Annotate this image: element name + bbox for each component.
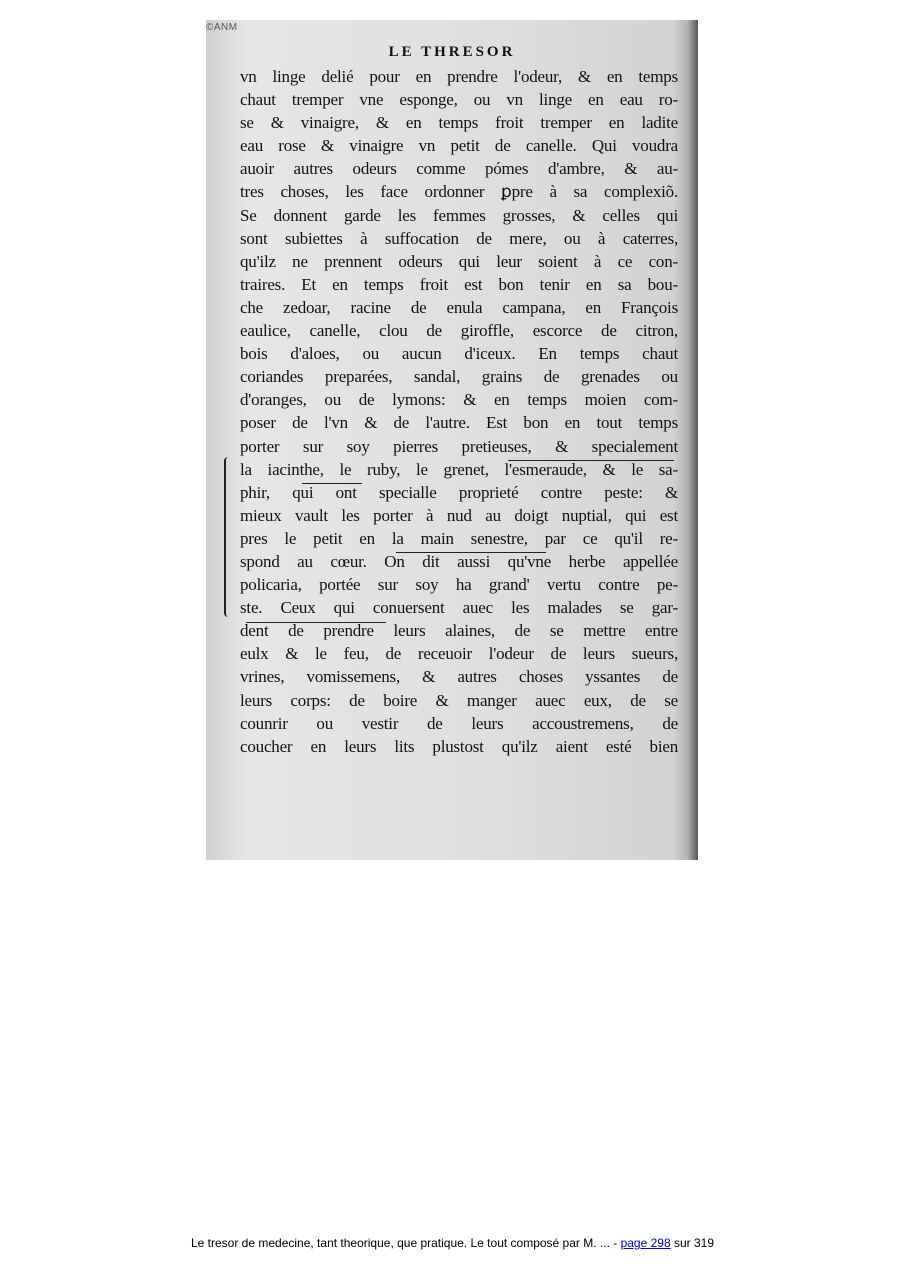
text-line: coucher en leurs lits plustost qu'ilz aient esté bien <box>240 736 678 756</box>
page-edge-shadow <box>688 20 698 860</box>
text-line: eulx & le feu, de receuoir l'odeur de leurs sueurs, <box>240 644 678 664</box>
text-line: porter sur soy pierres pretieuses, & specialement <box>240 436 678 456</box>
text-line: spond au cœur. On dit aussi qu'vne herbe appellée <box>240 551 678 571</box>
text-line: d'oranges, ou de lymons: & en temps moien com- <box>240 390 678 410</box>
text-line: chaut tremper vne esponge, ou vn linge en eau ro- <box>240 90 678 110</box>
text-line: se & vinaigre, & en temps froit tremper en ladite <box>240 113 678 133</box>
text-line: phir, qui ont specialle proprieté contre peste: & <box>240 482 678 502</box>
handwritten-underline <box>396 552 546 553</box>
text-line: poser de l'vn & de l'autre. Est bon en tout temps <box>240 413 678 433</box>
text-line: qu'ilz ne prennent odeurs qui leur soient à ce con- <box>240 251 678 271</box>
page-total: sur 319 <box>670 1236 714 1250</box>
text-line: vn linge delié pour en prendre l'odeur, & en temps <box>240 67 678 86</box>
handwritten-underline <box>302 483 362 484</box>
handwritten-underline <box>508 460 674 461</box>
text-line: policaria, portée sur soy ha grand' vertu contre pe- <box>240 575 678 595</box>
watermark: ©ANM <box>206 22 238 33</box>
footer-caption <box>0 1236 905 1250</box>
text-line: sont subiettes à suffocation de mere, ou à caterres, <box>240 228 678 248</box>
text-line: coriandes preparées, sandal, grains de grenades ou <box>240 367 678 387</box>
text-line: ste. Ceux qui conuersent auec les malades se gar- <box>240 598 678 618</box>
footer-separator: - <box>609 1236 621 1250</box>
text-line: counrir ou vestir de leurs accoustremens, de <box>240 713 678 733</box>
scanned-page <box>206 20 698 860</box>
text-line: pres le petit en la main senestre, par ce qu'il re- <box>240 528 678 548</box>
text-line: la iacinthe, le ruby, le grenet, l'esmeraude, & le sa- <box>240 459 678 479</box>
text-line: tres choses, les face ordonner ꝑpre à sa complexiõ. <box>240 182 678 202</box>
document-title: Le tresor de medecine, tant theorique, que pratique. Le tout composé par M. ... <box>190 1236 610 1250</box>
running-head: LE THRESOR <box>388 44 516 60</box>
text-line: eaulice, canelle, clou de giroffle, escorce de citron, <box>240 321 678 341</box>
margin-bracket-mark <box>224 457 234 617</box>
text-line: vrines, vomissemens, & autres choses yssantes de <box>240 667 678 687</box>
text-line: dent de prendre leurs alaines, de se mettre entre <box>240 621 678 641</box>
text-line: mieux vault les porter à nud au doigt nuptial, qui est <box>240 505 678 525</box>
text-block <box>240 65 678 758</box>
text-line: traires. Et en temps froit est bon tenir en sa bou- <box>240 274 678 294</box>
text-line: auoir autres odeurs comme pómes d'ambre, & au- <box>240 159 678 179</box>
handwritten-underline <box>246 622 386 623</box>
text-line: che zedoar, racine de enula campana, en François <box>240 297 678 317</box>
text-line: eau rose & vinaigre vn petit de canelle. Qui voudra <box>240 136 678 156</box>
text-line: leurs corps: de boire & manger auec eux, de se <box>240 690 678 710</box>
text-line: Se donnent garde les femmes grosses, & celles qui <box>240 205 678 225</box>
text-line: bois d'aloes, ou aucun d'iceux. En temps chaut <box>240 344 678 364</box>
page-link[interactable]: page 298 <box>620 1236 671 1250</box>
